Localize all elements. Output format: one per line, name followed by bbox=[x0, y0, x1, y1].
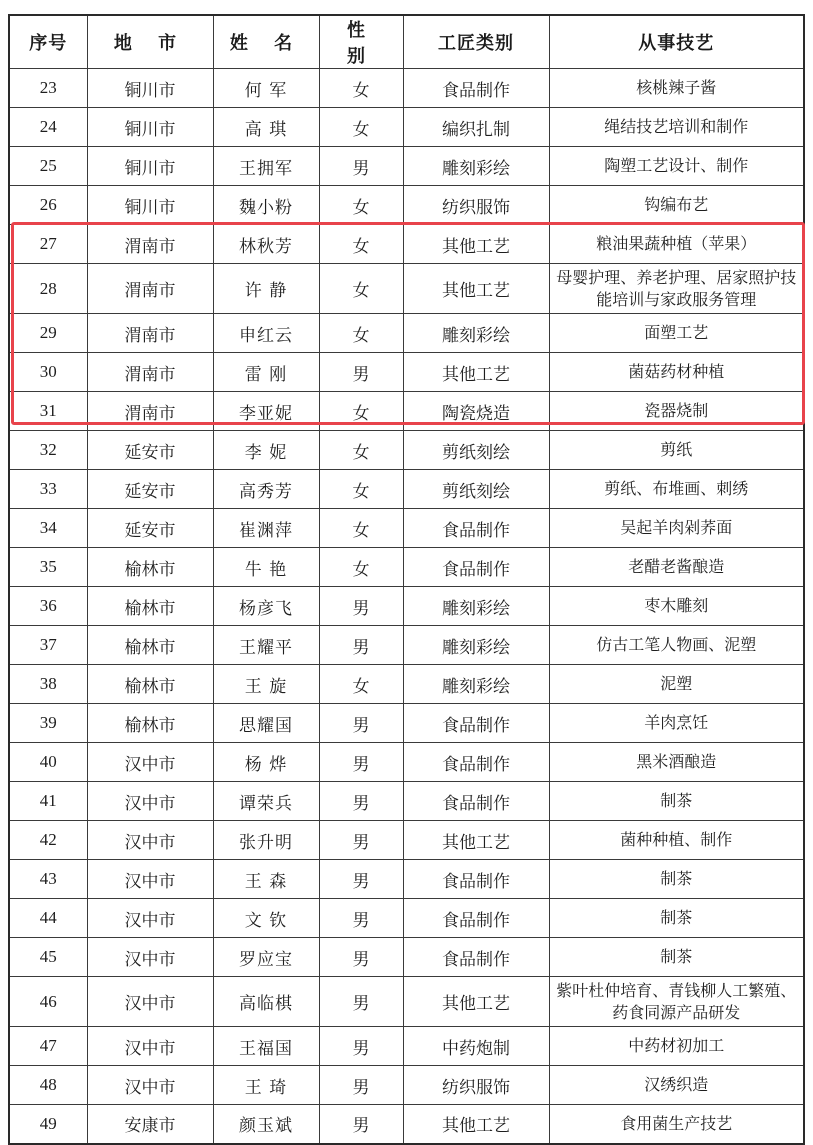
cell-gender: 男 bbox=[319, 626, 403, 665]
table-row bbox=[9, 431, 804, 470]
cell-skill: 剪纸、布堆画、刺绣 bbox=[549, 470, 804, 509]
cell-name: 文 钦 bbox=[213, 899, 319, 938]
cell-skill: 泥塑 bbox=[549, 665, 804, 704]
cell-seq: 25 bbox=[9, 147, 87, 186]
cell-city: 汉中市 bbox=[87, 1066, 213, 1105]
cell-city: 榆林市 bbox=[87, 704, 213, 743]
cell-skill: 绳结技艺培训和制作 bbox=[549, 108, 804, 147]
cell-city: 汉中市 bbox=[87, 938, 213, 977]
cell-seq: 32 bbox=[9, 431, 87, 470]
cell-seq: 48 bbox=[9, 1066, 87, 1105]
cell-city: 汉中市 bbox=[87, 899, 213, 938]
cell-gender: 男 bbox=[319, 704, 403, 743]
cell-name: 雷 刚 bbox=[213, 353, 319, 392]
cell-skill: 制茶 bbox=[549, 860, 804, 899]
cell-name: 王 旋 bbox=[213, 665, 319, 704]
cell-gender: 女 bbox=[319, 69, 403, 108]
cell-category: 雕刻彩绘 bbox=[403, 587, 549, 626]
cell-category: 食品制作 bbox=[403, 860, 549, 899]
cell-gender: 女 bbox=[319, 264, 403, 314]
cell-city: 渭南市 bbox=[87, 264, 213, 314]
cell-category: 食品制作 bbox=[403, 548, 549, 587]
cell-category: 雕刻彩绘 bbox=[403, 314, 549, 353]
header-skill: 从事技艺 bbox=[549, 15, 804, 69]
cell-city: 延安市 bbox=[87, 431, 213, 470]
cell-category: 雕刻彩绘 bbox=[403, 665, 549, 704]
cell-seq: 28 bbox=[9, 264, 87, 314]
header-row bbox=[9, 15, 804, 69]
craftsman-table bbox=[8, 14, 805, 1145]
cell-gender: 男 bbox=[319, 1066, 403, 1105]
table-row bbox=[9, 665, 804, 704]
cell-name: 王耀平 bbox=[213, 626, 319, 665]
cell-city: 安康市 bbox=[87, 1105, 213, 1144]
cell-skill: 母婴护理、养老护理、居家照护技能培训与家政服务管理 bbox=[549, 264, 804, 314]
cell-name: 高临棋 bbox=[213, 977, 319, 1027]
cell-category: 编织扎制 bbox=[403, 108, 549, 147]
cell-category: 剪纸刻绘 bbox=[403, 431, 549, 470]
cell-skill: 瓷器烧制 bbox=[549, 392, 804, 431]
cell-seq: 45 bbox=[9, 938, 87, 977]
cell-city: 汉中市 bbox=[87, 1027, 213, 1066]
cell-category: 食品制作 bbox=[403, 704, 549, 743]
cell-name: 思耀国 bbox=[213, 704, 319, 743]
cell-name: 高 琪 bbox=[213, 108, 319, 147]
cell-city: 榆林市 bbox=[87, 587, 213, 626]
cell-category: 食品制作 bbox=[403, 782, 549, 821]
cell-skill: 面塑工艺 bbox=[549, 314, 804, 353]
cell-skill: 羊肉烹饪 bbox=[549, 704, 804, 743]
cell-category: 食品制作 bbox=[403, 509, 549, 548]
cell-seq: 38 bbox=[9, 665, 87, 704]
cell-skill: 黑米酒酿造 bbox=[549, 743, 804, 782]
cell-gender: 女 bbox=[319, 665, 403, 704]
cell-gender: 男 bbox=[319, 782, 403, 821]
cell-gender: 男 bbox=[319, 743, 403, 782]
cell-category: 纺织服饰 bbox=[403, 186, 549, 225]
cell-name: 颜玉斌 bbox=[213, 1105, 319, 1144]
cell-name: 林秋芳 bbox=[213, 225, 319, 264]
header-seq: 序号 bbox=[9, 15, 87, 69]
cell-skill: 中药材初加工 bbox=[549, 1027, 804, 1066]
table-row bbox=[9, 264, 804, 314]
cell-seq: 29 bbox=[9, 314, 87, 353]
cell-name: 何 军 bbox=[213, 69, 319, 108]
cell-gender: 女 bbox=[319, 186, 403, 225]
cell-skill: 制茶 bbox=[549, 938, 804, 977]
table-row bbox=[9, 704, 804, 743]
cell-category: 其他工艺 bbox=[403, 821, 549, 860]
cell-city: 汉中市 bbox=[87, 977, 213, 1027]
header-gender: 性 别 bbox=[319, 15, 403, 69]
cell-gender: 男 bbox=[319, 1105, 403, 1144]
cell-name: 王拥军 bbox=[213, 147, 319, 186]
cell-gender: 女 bbox=[319, 548, 403, 587]
cell-city: 汉中市 bbox=[87, 860, 213, 899]
cell-category: 其他工艺 bbox=[403, 977, 549, 1027]
cell-skill: 核桃辣子酱 bbox=[549, 69, 804, 108]
cell-category: 食品制作 bbox=[403, 938, 549, 977]
cell-seq: 27 bbox=[9, 225, 87, 264]
table-row bbox=[9, 977, 804, 1027]
cell-name: 李亚妮 bbox=[213, 392, 319, 431]
cell-skill: 剪纸 bbox=[549, 431, 804, 470]
table-row bbox=[9, 548, 804, 587]
cell-city: 榆林市 bbox=[87, 548, 213, 587]
cell-skill: 老醋老酱酿造 bbox=[549, 548, 804, 587]
table-body bbox=[9, 69, 804, 1144]
cell-category: 中药炮制 bbox=[403, 1027, 549, 1066]
cell-seq: 36 bbox=[9, 587, 87, 626]
cell-skill: 枣木雕刻 bbox=[549, 587, 804, 626]
cell-seq: 49 bbox=[9, 1105, 87, 1144]
cell-gender: 女 bbox=[319, 314, 403, 353]
cell-gender: 男 bbox=[319, 977, 403, 1027]
cell-seq: 34 bbox=[9, 509, 87, 548]
cell-name: 李 妮 bbox=[213, 431, 319, 470]
table-row bbox=[9, 743, 804, 782]
cell-seq: 30 bbox=[9, 353, 87, 392]
cell-city: 汉中市 bbox=[87, 743, 213, 782]
cell-gender: 男 bbox=[319, 353, 403, 392]
cell-seq: 39 bbox=[9, 704, 87, 743]
cell-name: 魏小粉 bbox=[213, 186, 319, 225]
cell-seq: 37 bbox=[9, 626, 87, 665]
table-row bbox=[9, 821, 804, 860]
table-row bbox=[9, 899, 804, 938]
cell-city: 榆林市 bbox=[87, 626, 213, 665]
cell-city: 榆林市 bbox=[87, 665, 213, 704]
cell-name: 杨彦飞 bbox=[213, 587, 319, 626]
cell-skill: 制茶 bbox=[549, 899, 804, 938]
cell-skill: 紫叶杜仲培育、青钱柳人工繁殖、药食同源产品研发 bbox=[549, 977, 804, 1027]
cell-seq: 40 bbox=[9, 743, 87, 782]
cell-gender: 男 bbox=[319, 899, 403, 938]
cell-seq: 47 bbox=[9, 1027, 87, 1066]
table-row bbox=[9, 782, 804, 821]
cell-category: 其他工艺 bbox=[403, 225, 549, 264]
table-row bbox=[9, 1105, 804, 1144]
cell-seq: 42 bbox=[9, 821, 87, 860]
cell-seq: 46 bbox=[9, 977, 87, 1027]
cell-category: 雕刻彩绘 bbox=[403, 147, 549, 186]
table-row bbox=[9, 938, 804, 977]
cell-seq: 26 bbox=[9, 186, 87, 225]
cell-skill: 菌种种植、制作 bbox=[549, 821, 804, 860]
table-row bbox=[9, 186, 804, 225]
cell-city: 渭南市 bbox=[87, 392, 213, 431]
cell-skill: 吴起羊肉剁荞面 bbox=[549, 509, 804, 548]
cell-skill: 汉绣织造 bbox=[549, 1066, 804, 1105]
cell-category: 其他工艺 bbox=[403, 264, 549, 314]
table-row bbox=[9, 314, 804, 353]
cell-seq: 31 bbox=[9, 392, 87, 431]
cell-gender: 男 bbox=[319, 860, 403, 899]
cell-name: 王 琦 bbox=[213, 1066, 319, 1105]
cell-seq: 44 bbox=[9, 899, 87, 938]
header-city: 地 市 bbox=[87, 15, 213, 69]
table-row bbox=[9, 1027, 804, 1066]
table-row bbox=[9, 353, 804, 392]
table-row bbox=[9, 69, 804, 108]
cell-city: 延安市 bbox=[87, 470, 213, 509]
cell-gender: 女 bbox=[319, 470, 403, 509]
cell-category: 雕刻彩绘 bbox=[403, 626, 549, 665]
header-category: 工匠类别 bbox=[403, 15, 549, 69]
cell-seq: 35 bbox=[9, 548, 87, 587]
cell-gender: 男 bbox=[319, 821, 403, 860]
cell-city: 铜川市 bbox=[87, 147, 213, 186]
cell-name: 王 森 bbox=[213, 860, 319, 899]
cell-category: 食品制作 bbox=[403, 69, 549, 108]
cell-category: 食品制作 bbox=[403, 743, 549, 782]
cell-name: 牛 艳 bbox=[213, 548, 319, 587]
cell-seq: 24 bbox=[9, 108, 87, 147]
table-row bbox=[9, 147, 804, 186]
cell-name: 杨 烨 bbox=[213, 743, 319, 782]
cell-name: 张升明 bbox=[213, 821, 319, 860]
cell-skill: 钩编布艺 bbox=[549, 186, 804, 225]
cell-skill: 菌菇药材种植 bbox=[549, 353, 804, 392]
cell-gender: 女 bbox=[319, 108, 403, 147]
table-row bbox=[9, 1066, 804, 1105]
cell-skill: 粮油果蔬种植（苹果） bbox=[549, 225, 804, 264]
cell-city: 渭南市 bbox=[87, 353, 213, 392]
table-row bbox=[9, 860, 804, 899]
cell-city: 铜川市 bbox=[87, 108, 213, 147]
cell-category: 陶瓷烧造 bbox=[403, 392, 549, 431]
cell-name: 许 静 bbox=[213, 264, 319, 314]
cell-category: 剪纸刻绘 bbox=[403, 470, 549, 509]
cell-seq: 33 bbox=[9, 470, 87, 509]
table-row bbox=[9, 392, 804, 431]
cell-gender: 女 bbox=[319, 392, 403, 431]
cell-category: 其他工艺 bbox=[403, 1105, 549, 1144]
header-name: 姓 名 bbox=[213, 15, 319, 69]
cell-gender: 男 bbox=[319, 147, 403, 186]
cell-name: 崔渊萍 bbox=[213, 509, 319, 548]
cell-seq: 43 bbox=[9, 860, 87, 899]
cell-gender: 男 bbox=[319, 938, 403, 977]
cell-skill: 制茶 bbox=[549, 782, 804, 821]
cell-gender: 女 bbox=[319, 225, 403, 264]
cell-skill: 陶塑工艺设计、制作 bbox=[549, 147, 804, 186]
cell-seq: 41 bbox=[9, 782, 87, 821]
cell-city: 渭南市 bbox=[87, 225, 213, 264]
table-row bbox=[9, 225, 804, 264]
cell-name: 申红云 bbox=[213, 314, 319, 353]
cell-city: 汉中市 bbox=[87, 782, 213, 821]
cell-category: 其他工艺 bbox=[403, 353, 549, 392]
cell-seq: 23 bbox=[9, 69, 87, 108]
cell-city: 铜川市 bbox=[87, 69, 213, 108]
cell-city: 铜川市 bbox=[87, 186, 213, 225]
cell-gender: 女 bbox=[319, 509, 403, 548]
cell-category: 食品制作 bbox=[403, 899, 549, 938]
table-row bbox=[9, 470, 804, 509]
cell-city: 延安市 bbox=[87, 509, 213, 548]
cell-name: 王福国 bbox=[213, 1027, 319, 1066]
table-row bbox=[9, 626, 804, 665]
cell-gender: 男 bbox=[319, 1027, 403, 1066]
cell-gender: 男 bbox=[319, 587, 403, 626]
cell-name: 高秀芳 bbox=[213, 470, 319, 509]
cell-city: 渭南市 bbox=[87, 314, 213, 353]
cell-skill: 仿古工笔人物画、泥塑 bbox=[549, 626, 804, 665]
table-row bbox=[9, 587, 804, 626]
table-row bbox=[9, 108, 804, 147]
cell-skill: 食用菌生产技艺 bbox=[549, 1105, 804, 1144]
cell-category: 纺织服饰 bbox=[403, 1066, 549, 1105]
table-row bbox=[9, 509, 804, 548]
cell-name: 谭荣兵 bbox=[213, 782, 319, 821]
cell-gender: 女 bbox=[319, 431, 403, 470]
cell-city: 汉中市 bbox=[87, 821, 213, 860]
cell-name: 罗应宝 bbox=[213, 938, 319, 977]
